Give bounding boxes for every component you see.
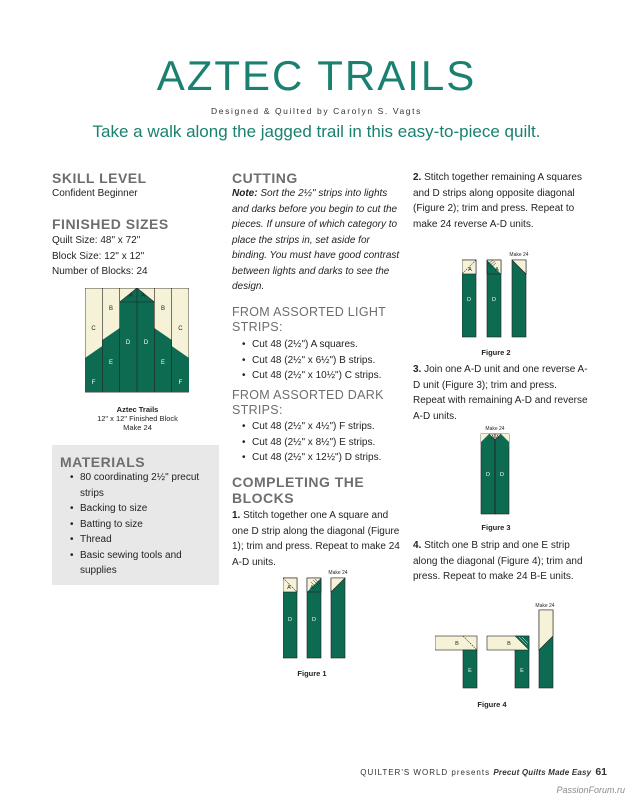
label-c-right: C [178,326,183,332]
step-4 [413,538,588,585]
label-f-left: F [91,380,96,386]
make24-label: Make 24 [535,603,555,609]
materials-box [52,445,219,585]
make24-label: Make 24 [509,252,529,258]
fig2-label-a2: A [495,267,499,273]
label-b-left: B [108,306,114,312]
fig4-label-e1: E [468,668,472,674]
figure-2-diagram [462,250,537,340]
fig4-label-b2: B [507,641,511,647]
block-caption-make: Make 24 [123,423,152,432]
fig2-label-d1: D [467,297,471,303]
step-3 [413,362,588,424]
page-title: AZTEC TRAILS [156,52,477,99]
materials-item: • 80 coordinating 2½" precut strips [80,470,222,501]
light-strips-heading: FROM ASSORTED LIGHT STRIPS: [232,305,386,334]
materials-item: • Thread [80,532,222,548]
fig3-label-d2: D [500,472,504,478]
label-e-right: E [160,360,166,366]
block-caption-size: 12" x 12" Finished Block [97,414,178,423]
step-3-number: 3. [413,364,422,375]
step-1-text: Stitch together one A square and one D strip along the diagonal (Figure 1); trim and press. Repeat to make 24 A-D units. [232,510,400,568]
label-a-left: A [128,293,134,299]
figure-1-caption: Figure 1 [297,669,327,678]
step-1 [232,508,400,570]
byline: Designed & Quilted by Carolyn S. Vagts [211,106,422,116]
figure-1-diagram [283,568,353,663]
step-4-text: Stitch one B strip and one E strip along the diagonal (Figure 4); trim and press. Repeat to make 24 B-E units. [413,540,583,582]
block-caption-title: Aztec Trails [116,405,159,414]
materials-item: • Batting to size [80,517,222,533]
page-footer [360,766,607,778]
light-cut-c: • Cut 48 (2½" x 10½") C strips. [252,368,412,384]
step-2-text: Stitch together remaining A squares and D strips along opposite diagonal (Figure 2); trim and press. Repeat to make 24 reverse A-D units. [413,172,582,230]
step-3-text: Join one A-D unit and one reverse A-D unit (Figure 3); trim and press. Repeat with remaining A-D and reverse A-D units. [413,364,588,422]
finished-sizes-list [52,233,148,280]
label-e-left: E [108,360,114,366]
label-d-left: D [125,340,131,346]
dark-strips-heading: FROM ASSORTED DARK STRIPS: [232,388,384,417]
fig4-label-e2: E [520,668,524,674]
tagline: Take a walk along the jagged trail in this easy-to-piece quilt. [92,122,541,141]
step-4-number: 4. [413,540,422,551]
dark-cut-f: • Cut 48 (2½" x 4½") F strips. [252,419,412,435]
fig1-label-d1: D [288,617,292,623]
cutting-heading: CUTTING [232,170,298,186]
quilt-size: Quilt Size: 48" x 72" [52,235,141,246]
step-2-number: 2. [413,172,422,183]
cutting-note [232,186,400,295]
step-1-number: 1. [232,510,241,521]
watermark: PassionForum.ru [556,785,625,795]
materials-heading: MATERIALS [60,454,146,470]
dark-cut-e: • Cut 48 (2½" x 8½") E strips. [252,435,412,451]
fig3-label-a1: A [490,435,495,441]
aztec-trails-block-diagram [85,288,189,393]
fig1-label-a1: A [287,585,291,591]
skill-level-value: Confident Beginner [52,188,138,199]
number-of-blocks: Number of Blocks: 24 [52,266,148,277]
make24-label: Make 24 [328,570,348,576]
label-c-left: C [91,326,96,332]
completing-heading: COMPLETING THE BLOCKS [232,474,365,506]
publisher: QUILTER'S WORLD presents [360,768,491,777]
figure-3-diagram [476,424,516,518]
fig2-label-a1: A [468,267,472,273]
note-label: Note: [232,188,258,199]
materials-list [70,470,222,579]
fig3-label-d1: D [486,472,490,478]
step-2 [413,170,588,232]
figure-4-caption: Figure 4 [477,700,507,709]
make24-label: Make 24 [485,426,505,432]
light-cut-a: • Cut 48 (2½") A squares. [252,337,412,353]
label-b-right: B [160,306,166,312]
figure-2-caption: Figure 2 [481,348,511,357]
fig2-label-d2: D [492,297,496,303]
figure-4-diagram [435,600,560,692]
block-size: Block Size: 12" x 12" [52,250,145,262]
finished-sizes-heading: FINISHED SIZES [52,216,169,232]
label-a-right: A [140,293,146,299]
light-strips-list [242,337,412,384]
fig1-label-d2: D [312,617,316,623]
fig3-label-a2: A [495,435,500,441]
materials-item: • Backing to size [80,501,222,517]
dark-cut-d: • Cut 48 (2½" x 12½") D strips. [252,450,412,466]
page-number: 61 [595,766,607,778]
label-f-right: F [178,380,183,386]
book-title: Precut Quilts Made Easy [493,768,592,777]
materials-item: • Basic sewing tools and supplies [80,548,190,579]
light-cut-b: • Cut 48 (2½" x 6½") B strips. [252,353,412,369]
note-text: Sort the 2½" strips into lights and darks before you begin to cut the pieces. If unsure of which category to place the strips in, set aside for binding. You must have good contrast between lights and darks to see the design. [232,188,400,292]
skill-level-heading: SKILL LEVEL [52,170,147,186]
dark-strips-list [242,419,412,466]
fig4-label-b1: B [455,641,459,647]
label-d-right: D [143,340,149,346]
fig1-label-a2: A [310,585,314,591]
figure-3-caption: Figure 3 [481,523,511,532]
